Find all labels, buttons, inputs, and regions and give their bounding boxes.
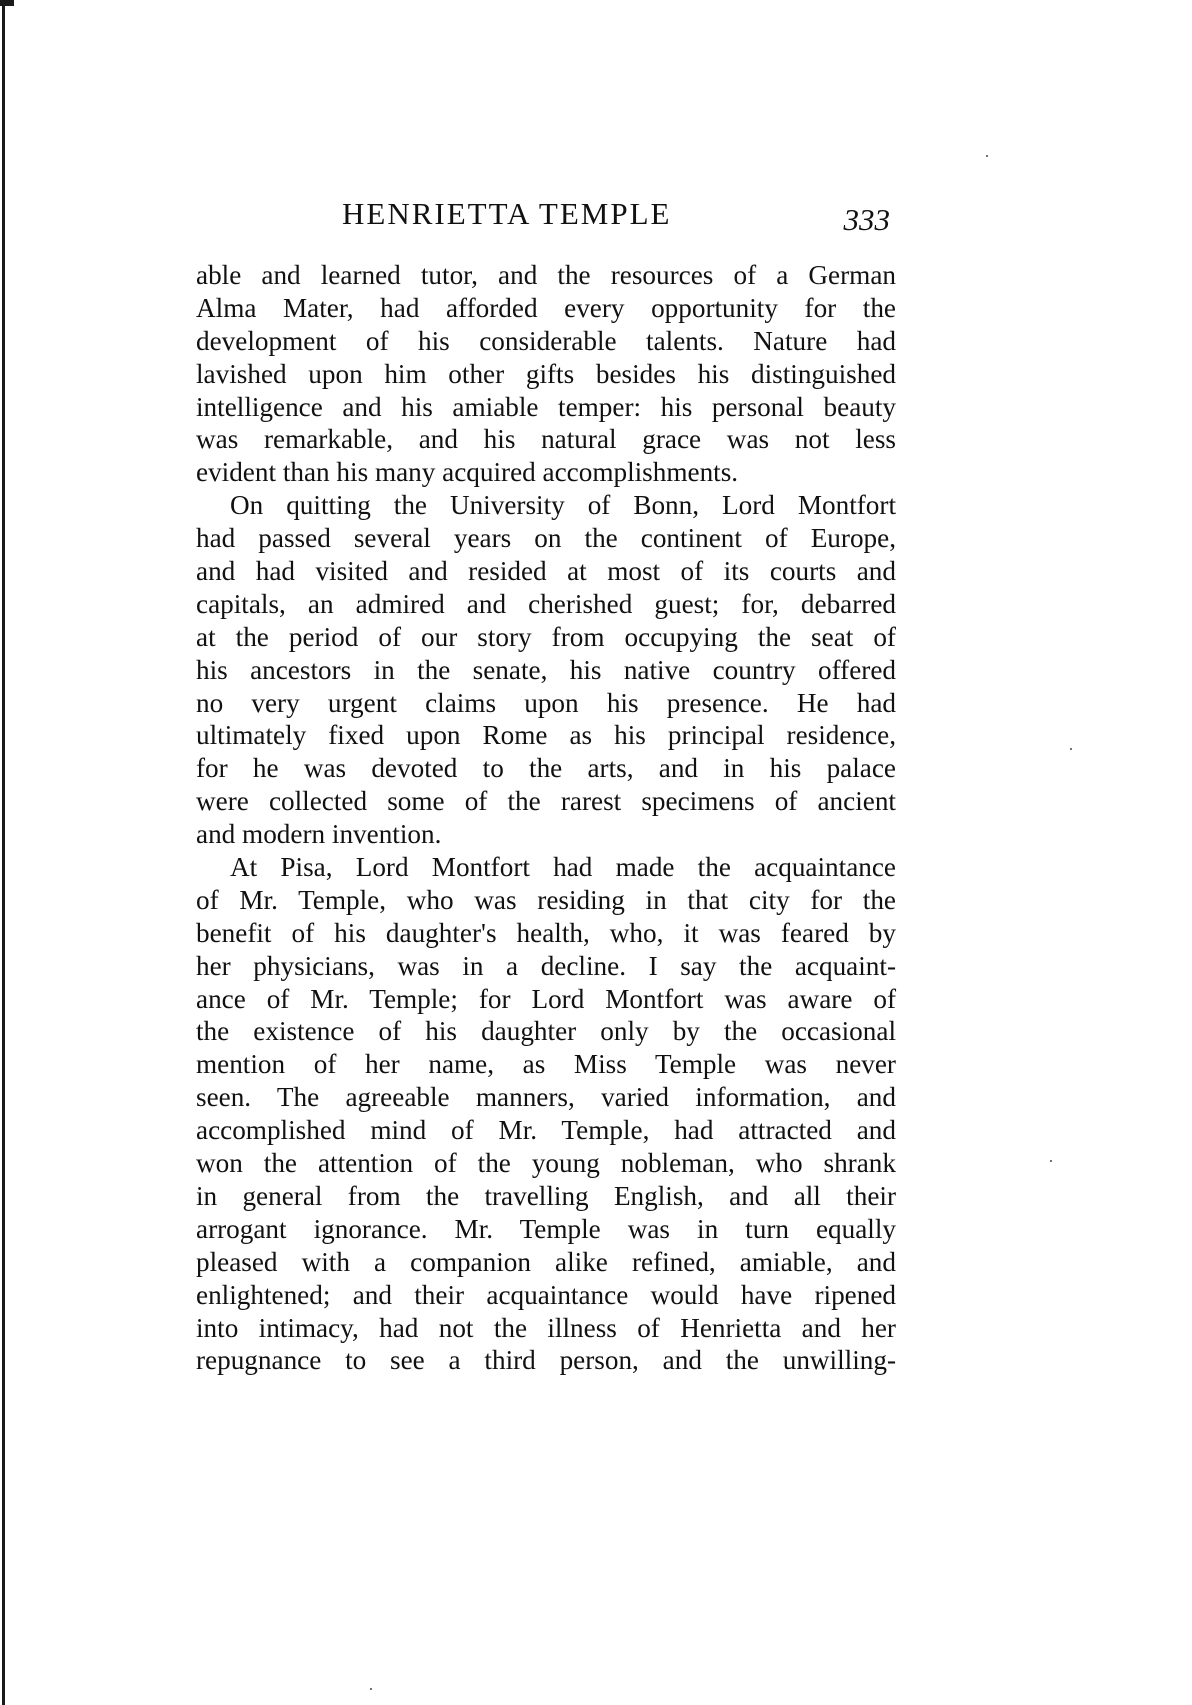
text-line: his ancestors in the senate, his native country offered xyxy=(196,654,896,685)
paragraph xyxy=(196,489,896,851)
text-line: On quitting the University of Bonn, Lord Montfort xyxy=(230,490,896,521)
text-line: intelligence and his amiable temper: his personal beauty xyxy=(196,391,896,422)
text-line: At Pisa, Lord Montfort had made the acquaintance xyxy=(230,852,896,883)
text-line: the existence of his daughter only by the occasional xyxy=(196,1016,896,1047)
paragraph xyxy=(196,259,896,489)
text-line: development of his considerable talents. Nature had xyxy=(196,325,896,356)
text-line: Alma Mater, had afforded every opportunity for the xyxy=(196,292,896,323)
text-line: lavished upon him other gifts besides his distinguished xyxy=(196,358,896,389)
page-number: 333 xyxy=(843,202,890,237)
text-line: accomplished mind of Mr. Temple, had attracted and xyxy=(196,1115,896,1146)
text-line: ance of Mr. Temple; for Lord Montfort was aware of xyxy=(196,983,896,1014)
text-line: enlightened; and their acquaintance would have ripened xyxy=(196,1279,896,1310)
text-line: and modern invention. xyxy=(196,819,442,850)
text-line: were collected some of the rarest specimens of ancient xyxy=(196,786,896,817)
body-text xyxy=(196,259,896,1377)
text-line: pleased with a companion alike refined, amiable, and xyxy=(196,1246,896,1277)
text-line: her physicians, was in a decline. I say the acquaint- xyxy=(196,950,896,981)
scan-speck xyxy=(1050,1160,1052,1162)
text-line: and had visited and resided at most of its courts and xyxy=(196,556,896,587)
text-line: of Mr. Temple, who was residing in that city for the xyxy=(196,884,896,915)
text-line: had passed several years on the continent of Europe, xyxy=(196,523,896,554)
running-header xyxy=(196,196,896,236)
text-line: able and learned tutor, and the resources of a German xyxy=(196,260,896,290)
scan-speck xyxy=(1070,748,1072,750)
text-line: in general from the travelling English, and all their xyxy=(196,1180,896,1211)
scan-binding-edge xyxy=(2,0,5,1705)
text-line: into intimacy, had not the illness of Henrietta and her xyxy=(196,1312,896,1343)
text-line: ultimately fixed upon Rome as his principal residence, xyxy=(196,720,896,751)
text-line: capitals, an admired and cherished guest; for, debarred xyxy=(196,588,896,619)
scan-corner-mark xyxy=(0,0,14,6)
text-line: seen. The agreeable manners, varied information, and xyxy=(196,1082,896,1113)
text-line: repugnance to see a third person, and the unwilling- xyxy=(196,1345,896,1376)
paragraph xyxy=(196,851,896,1377)
running-title: HENRIETTA TEMPLE xyxy=(342,196,672,231)
text-line: was remarkable, and his natural grace was not less xyxy=(196,424,896,455)
text-line: mention of her name, as Miss Temple was never xyxy=(196,1049,896,1080)
text-line: no very urgent claims upon his presence. He had xyxy=(196,687,896,718)
text-line: at the period of our story from occupying the seat of xyxy=(196,621,896,652)
scan-speck xyxy=(986,155,988,157)
text-line: evident than his many acquired accomplishments. xyxy=(196,457,739,488)
text-line: benefit of his daughter's health, who, it was feared by xyxy=(196,917,896,948)
scan-speck xyxy=(370,1688,372,1690)
text-line: won the attention of the young nobleman, who shrank xyxy=(196,1148,896,1179)
text-line: for he was devoted to the arts, and in his palace xyxy=(196,753,896,784)
text-line: arrogant ignorance. Mr. Temple was in turn equally xyxy=(196,1213,896,1244)
